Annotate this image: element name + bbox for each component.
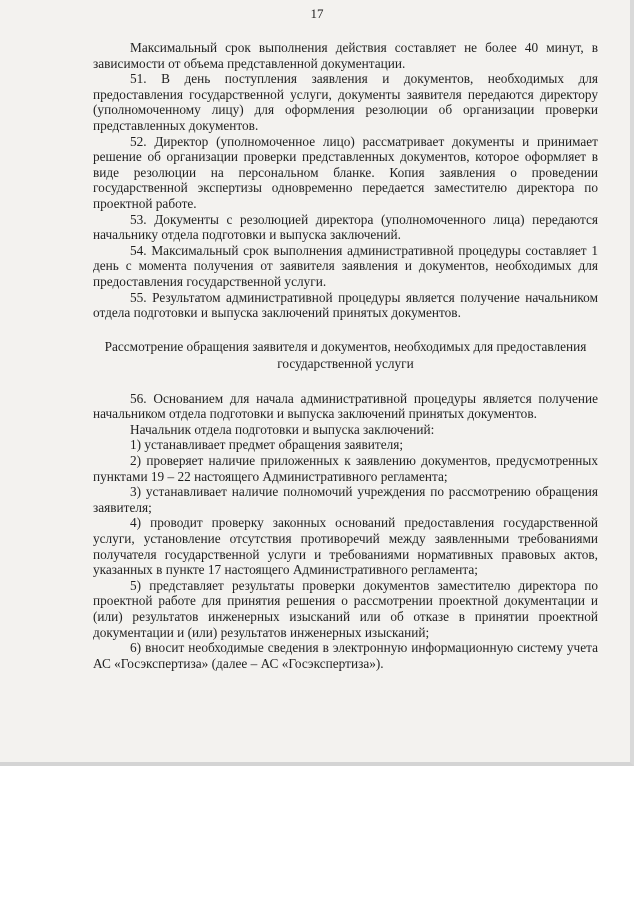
paragraph: Начальник отдела подготовки и выпуска заключений: bbox=[130, 421, 435, 437]
paragraph: 51. В день поступления заявления и документов, необходимых для предоставления государственной услуги, документы заявителя передаются директору (уполномоченному лицу) для оформления резолюции об организации проверки представленных документов. bbox=[93, 71, 598, 133]
section-heading: Рассмотрение обращения заявителя и документов, необходимых для предоставления государственной услуги bbox=[104, 338, 587, 371]
paragraph: 56. Основанием для начала административной процедуры является получение начальником отдела подготовки и выпуска заключений принятых документов. bbox=[93, 390, 598, 422]
list-item: 3) устанавливает наличие полномочий учреждения по рассмотрению обращения заявителя; bbox=[93, 484, 598, 515]
paragraph: 55. Результатом административной процедуры является получение начальником отдела подготовки и выпуска заключений принятых документов. bbox=[93, 289, 598, 321]
page-number: 17 bbox=[310, 6, 324, 21]
list-item: 1) устанавливает предмет обращения заявителя; bbox=[130, 437, 404, 453]
list-item: 4) проводит проверку законных оснований предоставления государственной услуги, установление отсутствия противоречий между заявленными требованиями получателя государственной услуги и требованиями нормативных правовых актов, указанных в пункте 17 настоящего Административного регламента; bbox=[93, 515, 598, 578]
paragraph: 53. Документы с резолюцией директора (уполномоченного лица) передаются начальнику отдела подготовки и выпуска заключений. bbox=[93, 211, 598, 243]
paragraph: Максимальный срок выполнения действия составляет не более 40 минут, в зависимости от объема представленной документации. bbox=[93, 40, 598, 71]
paragraph: 54. Максимальный срок выполнения административной процедуры составляет 1 день с момента получения от заявителя заявления и документов, необходимых для предоставления государственной услуги. bbox=[93, 242, 598, 289]
paragraph: 52. Директор (уполномоченное лицо) рассматривает документы и принимает решение об организации проверки представленных документов, которое оформляет в виде резолюции на персональном бланке. Копия заявления о проведении государственной экспертизы одновременно передается заместителю директора по проектной работе. bbox=[93, 133, 598, 211]
document-body bbox=[93, 40, 598, 671]
list-item: 5) представляет результаты проверки документов заместителю директора по проектной работе для принятия решения о рассмотрении проектной документации и (или) результатов инженерных изысканий или об отказе в принятии проектной документации и (или) результатов инженерных изысканий; bbox=[93, 577, 598, 640]
list-item: 2) проверяет наличие приложенных к заявлению документов, предусмотренных пунктами 19 – 22 настоящего Административного регламента; bbox=[93, 453, 598, 484]
list-item: 6) вносит необходимые сведения в электронную информационную систему учета АС «Госэкспертиза» (далее – АС «Госэкспертиза»). bbox=[93, 640, 598, 671]
